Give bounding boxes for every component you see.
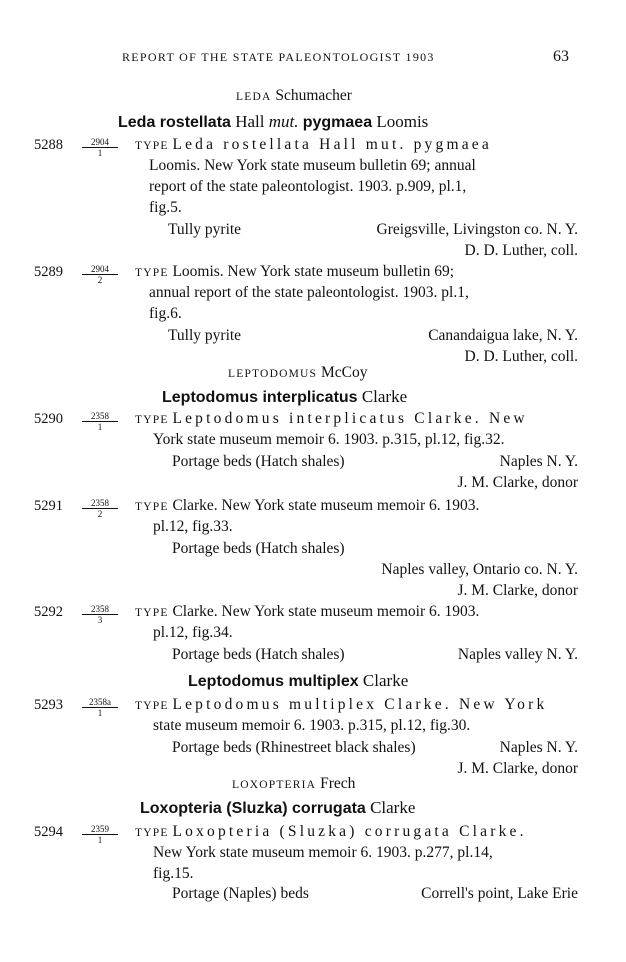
formation: Portage beds (Hatch shales): [172, 646, 345, 663]
specimen-number: 5289: [34, 264, 63, 280]
locality: Canandaigua lake, N. Y.: [428, 327, 578, 344]
entry-line: York state museum memoir 6. 1903. p.315, pl.12, fig.32.: [153, 431, 505, 448]
locality: Naples N. Y.: [499, 453, 578, 470]
catalog-fraction: 2358 1: [82, 412, 118, 431]
collector: J. M. Clarke, donor: [457, 474, 578, 491]
locality: Naples valley, Ontario co. N. Y.: [381, 561, 578, 578]
catalog-fraction: 2904 1: [82, 138, 118, 157]
formation: Portage beds (Hatch shales): [172, 453, 345, 470]
entry-first-line: TYPE Clarke. New York state museum memoir 6. 1903.: [135, 497, 480, 514]
species-heading: Loxopteria (Sluzka) corrugata Clarke: [140, 798, 416, 817]
entry-line: fig.6.: [149, 305, 182, 322]
entry-first-line: TYPE Leptodomus interplicatus Clarke. New: [135, 410, 528, 427]
entry-line: fig.15.: [153, 865, 194, 882]
catalog-fraction: 2359 1: [82, 825, 118, 844]
species-heading: Leptodomus interplicatus Clarke: [162, 387, 408, 406]
specimen-number: 5294: [34, 824, 63, 840]
locality: Correll's point, Lake Erie: [421, 885, 578, 902]
collector: J. M. Clarke, donor: [457, 760, 578, 777]
entry-first-line: TYPE Loxopteria (Sluzka) corrugata Clarke.: [135, 823, 527, 840]
formation: Tully pyrite: [168, 327, 242, 344]
specimen-number: 5288: [34, 137, 63, 153]
entry-line: pl.12, fig.33.: [153, 518, 233, 535]
collector: D. D. Luther, coll.: [464, 348, 578, 365]
collector: J. M. Clarke, donor: [457, 582, 578, 599]
entry-first-line: TYPE Clarke. New York state museum memoir 6. 1903.: [135, 603, 480, 620]
entry-line: New York state museum memoir 6. 1903. p.277, pl.14,: [153, 844, 493, 861]
locality: Greigsville, Livingston co. N. Y.: [376, 221, 578, 238]
entry-first-line: TYPE Leda rostellata Hall mut. pygmaea: [135, 136, 492, 153]
formation: Tully pyrite: [168, 221, 242, 238]
specimen-number: 5290: [34, 411, 63, 427]
genus-heading: LOXOPTERIA Frech: [232, 775, 356, 792]
entry-line: fig.5.: [149, 199, 182, 216]
formation: Portage (Naples) beds: [172, 885, 309, 902]
species-heading: Leda rostellata Hall mut. pygmaea Loomis: [118, 112, 429, 131]
entry-first-line: TYPE Loomis. New York state museum bulletin 69;: [135, 263, 455, 280]
formation: Portage beds (Rhinestreet black shales): [172, 739, 416, 756]
entry-first-line: TYPE Leptodomus multiplex Clarke. New York: [135, 696, 548, 713]
running-title: REPORT OF THE STATE PALEONTOLOGIST 1903: [122, 50, 435, 64]
catalog-fraction: 2358a 1: [82, 698, 118, 717]
entry-line: state museum memoir 6. 1903. p.315, pl.12, fig.30.: [153, 717, 471, 734]
formation: Portage beds (Hatch shales): [172, 540, 345, 557]
locality: Naples valley N. Y.: [457, 646, 578, 663]
specimen-number: 5293: [34, 697, 63, 713]
catalog-fraction: 2358 3: [82, 605, 118, 624]
entry-line: Loomis. New York state museum bulletin 69; annual: [149, 157, 476, 174]
entry-line: pl.12, fig.34.: [153, 624, 233, 641]
locality: Naples N. Y.: [499, 739, 578, 756]
catalog-fraction: 2904 2: [82, 265, 118, 284]
entry-line: annual report of the state paleontologist. 1903. pl.1,: [149, 284, 469, 301]
entry-line: report of the state paleontologist. 1903. p.909, pl.1,: [149, 178, 467, 195]
species-heading: Leptodomus multiplex Clarke: [188, 671, 409, 690]
genus-heading: LEDA Schumacher: [236, 87, 352, 104]
page-number: 63: [553, 48, 569, 65]
collector: D. D. Luther, coll.: [464, 242, 578, 259]
specimen-number: 5292: [34, 604, 63, 620]
catalog-fraction: 2358 2: [82, 499, 118, 518]
specimen-number: 5291: [34, 498, 63, 514]
page-header: [0, 48, 626, 68]
genus-heading: LEPTODOMUS McCoy: [228, 364, 368, 381]
